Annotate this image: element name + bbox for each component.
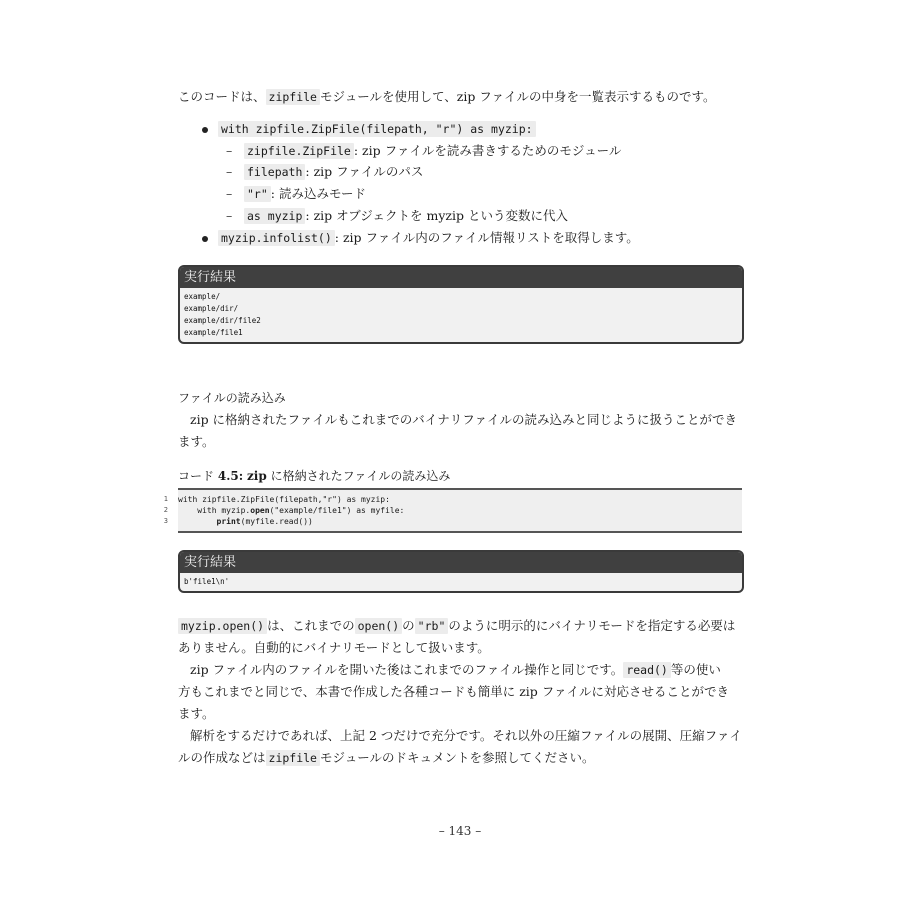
code-text: with myzip. — [178, 506, 251, 515]
inline-code: as myzip — [244, 208, 305, 224]
output-line: example/ — [184, 292, 221, 301]
inline-code: myzip.infolist() — [218, 230, 335, 246]
code-text: (myfile.read()) — [240, 517, 313, 526]
dash-icon: – — [226, 164, 233, 179]
bullet-item — [202, 227, 639, 249]
output-line: b'file1\n' — [184, 577, 230, 586]
paragraph-text: モジュールのドキュメントを参照してください。 — [319, 750, 595, 765]
output-line: example/dir/ — [184, 304, 239, 313]
inline-code: "r" — [244, 186, 271, 202]
line-number: 2 — [163, 506, 168, 514]
paragraph-text: のように明示的にバイナリモードを指定する必要は — [448, 618, 736, 633]
inline-code: myzip.open() — [178, 618, 267, 634]
section-paragraph-line: ます。 — [178, 434, 215, 449]
inline-code: "rb" — [415, 618, 449, 634]
result-output — [180, 573, 742, 591]
paragraph-text: の — [402, 618, 415, 633]
code-text — [178, 517, 217, 526]
execution-result-box — [178, 265, 744, 344]
sub-bullet-text: : zip ファイルのパス — [305, 164, 424, 179]
paragraph-text: は、これまでの — [267, 618, 355, 633]
dash-icon: – — [226, 143, 233, 158]
caption-bold: zip — [246, 469, 267, 483]
bullet-text: : zip ファイル内のファイル情報リストを取得します。 — [334, 230, 639, 245]
closing-paragraph-line — [178, 659, 742, 681]
code-listing — [163, 488, 742, 533]
inline-code: zipfile — [266, 89, 320, 105]
result-title: 実行結果 — [180, 552, 742, 573]
output-line: example/dir/file2 — [184, 316, 261, 325]
dash-icon: – — [226, 186, 233, 201]
line-number: 3 — [163, 517, 168, 525]
section-paragraph-line: zip に格納されたファイルもこれまでのバイナリファイルの読み込みと同じように扱うことができ — [190, 412, 738, 427]
code-keyword: print — [216, 517, 241, 526]
code-line — [163, 505, 742, 516]
inline-code: with zipfile.ZipFile(filepath, "r") as myzip: — [218, 121, 536, 137]
sub-bullet-text: : zip ファイルを読み書きするためのモジュール — [353, 143, 622, 158]
code-keyword: open — [250, 506, 270, 515]
inline-code: zipfile.ZipFile — [244, 143, 354, 159]
sub-bullet-text: : 読み込みモード — [270, 186, 366, 201]
closing-paragraph-line: ます。 — [178, 706, 215, 721]
code-text: ("example/file1") as myfile: — [269, 506, 405, 515]
caption-label: コード — [178, 469, 215, 483]
sub-bullet-item — [226, 161, 423, 183]
bullet-icon — [202, 236, 208, 242]
intro-paragraph — [178, 86, 742, 108]
sub-bullet-item — [226, 205, 568, 227]
code-text: with zipfile.ZipFile(filepath,"r") as myzip: — [178, 495, 390, 504]
output-line: example/file1 — [184, 328, 243, 337]
result-output — [180, 288, 742, 342]
listing-caption — [178, 466, 450, 486]
section-heading: ファイルの読み込み — [178, 391, 286, 405]
closing-paragraph-line: ありません。自動的にバイナリモードとして扱います。 — [178, 640, 490, 655]
code-line — [163, 516, 742, 527]
line-number: 1 — [163, 495, 168, 503]
paragraph-text: zip ファイル内のファイルを開いた後はこれまでのファイル操作と同じです。 — [190, 662, 624, 677]
inline-code: read() — [623, 662, 671, 678]
intro-text-end: モジュールを使用して、zip ファイルの中身を一覧表示するものです。 — [319, 89, 716, 104]
caption-text: に格納されたファイルの読み込み — [270, 469, 451, 483]
execution-result-box — [178, 550, 744, 593]
code-line — [163, 494, 742, 505]
closing-paragraph-line: 解析をするだけであれば、上記 2 つだけで充分です。それ以外の圧縮ファイルの展開、圧縮ファイ — [190, 728, 742, 743]
paragraph-text: 等の使い — [670, 662, 721, 677]
sub-bullet-item — [226, 183, 366, 205]
bullet-icon — [202, 127, 208, 133]
closing-paragraph-line — [178, 615, 742, 637]
page-number: – 143 – — [438, 824, 482, 838]
inline-code: filepath — [244, 164, 305, 180]
sub-bullet-item — [226, 140, 621, 162]
result-title: 実行結果 — [180, 267, 742, 288]
closing-paragraph-line — [178, 747, 742, 769]
dash-icon: – — [226, 208, 233, 223]
intro-text: このコードは、 — [178, 89, 266, 104]
sub-bullet-text: : zip オブジェクトを myzip という変数に代入 — [305, 208, 568, 223]
paragraph-text: ルの作成などは — [178, 750, 266, 765]
inline-code: zipfile — [266, 750, 320, 766]
closing-paragraph-line: 方もこれまでと同じで、本書で作成した各種コードも簡単に zip ファイルに対応させることができ — [178, 684, 730, 699]
caption-number: 4.5: — [217, 469, 244, 483]
inline-code: open() — [355, 618, 403, 634]
bullet-item — [202, 118, 536, 140]
